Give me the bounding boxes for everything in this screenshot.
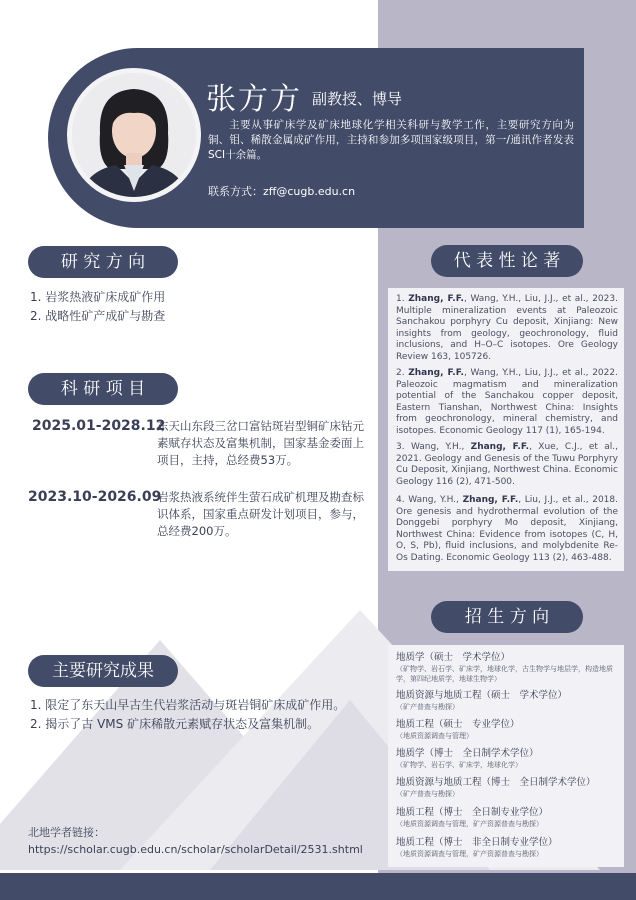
degree-item	[396, 776, 620, 799]
degree-item	[396, 836, 620, 859]
footer-band	[0, 873, 636, 900]
degree-subjects: （矿产普查与勘探）	[396, 790, 459, 798]
project-date: 2023.10-2026.09	[28, 489, 162, 505]
degree-subjects: （地质资源调查与管理，矿产资源普查与勘探）	[396, 820, 543, 828]
scholar-link-url[interactable]: https://scholar.cugb.edu.cn/scholar/scholarDetail/2531.shtml	[28, 843, 363, 856]
portrait-image	[72, 73, 196, 197]
scholar-link-block	[28, 824, 363, 858]
papers-heading: 代 表 性 论 著	[431, 245, 583, 277]
degree-title: 地质学（硕士 学术学位）	[396, 652, 511, 663]
person-titles: 副教授、博导	[312, 90, 403, 108]
degree-subjects: （地质资源调查与管理）	[396, 732, 473, 740]
project-date: 2025.01-2028.12	[32, 418, 166, 434]
degree-title: 地质资源与地质工程（博士 全日制学术学位）	[396, 777, 596, 788]
person-name: 张方方	[206, 82, 302, 117]
achievements-heading: 主要研究成果	[28, 655, 178, 687]
profile-intro: 主要从事矿床学及矿床地球化学相关科研与教学工作，主要研究方向为铜、钼、稀散金属成矿作用，主持和参加多项国家级项目，第一/通讯作者发表SCI十余篇。	[208, 119, 574, 161]
research-heading: 研 究 方 向	[28, 246, 178, 278]
scholar-link-label: 北地学者链接：	[28, 826, 105, 839]
degree-item	[396, 651, 620, 684]
project-desc: 东天山东段三岔口富钴斑岩型铜矿床钴元素赋存状态及富集机制，国家基金委面上项目，主持，总经费53万。	[157, 419, 364, 467]
degree-item	[396, 747, 620, 770]
list-item: 2. 战略性矿产成矿与勘查	[30, 309, 166, 323]
list-item: 2. 揭示了古 VMS 矿床稀散元素赋存状态及富集机制。	[30, 717, 320, 731]
degree-title: 地质工程（博士 全日制专业学位）	[396, 807, 549, 818]
degree-subjects: （地质资源调查与管理，矿产资源普查与勘探）	[396, 850, 543, 858]
project-desc: 岩浆热液系统伴生萤石成矿机理及勘查标识体系，国家重点研发计划项目，参与，总经费200万。	[157, 490, 364, 538]
degree-item	[396, 806, 620, 829]
projects-heading: 科 研 项 目	[28, 373, 178, 405]
degree-title: 地质资源与地质工程（硕士 学术学位）	[396, 690, 568, 701]
degree-title: 地质工程（硕士 专业学位）	[396, 719, 520, 730]
achievements-list	[30, 696, 345, 734]
contact-email[interactable]: 联系方式：zff@cugb.edu.cn	[208, 185, 356, 198]
degree-item	[396, 689, 620, 712]
list-item: 1. 限定了东天山早古生代岩浆活动与斑岩铜矿床成矿作用。	[30, 698, 346, 712]
degree-title: 地质工程（博士 非全日制专业学位）	[396, 837, 558, 848]
degree-subjects: （矿产普查与勘探）	[396, 703, 459, 711]
paper-item: 4. Wang, Y.H., Zhang, F.F., Liu, J.J., et al., 2018. Ore genesis and hydrothermal evolution of the Donggebi porphyry Mo deposit, Xinjiang, Northwest China: Evidence from isotopes (C, H, O, S, Pb), fluid inclusions, and molybdenite Re-Os Dating. Economic Geology 113 (2), 463-488.	[396, 495, 618, 563]
research-list	[30, 288, 165, 326]
degree-item	[396, 718, 620, 741]
paper-item: 1. Zhang, F.F., Wang, Y.H., Liu, J.J., et al., 2023. Multiple mineralization events at Paleozoic Sanchakou porphyry Cu deposit, Xinjiang: New insights from geology, geochronology, fluid inclusions, and H–O–C isotopes. Ore Geology Review 163, 105726.	[396, 294, 618, 362]
enrollment-heading: 招 生 方 向	[431, 601, 583, 633]
list-item: 1. 岩浆热液矿床成矿作用	[30, 290, 166, 304]
degree-subjects: （矿物学、岩石学、矿床学，地球化学，古生物学与地层学，构造地质学，第四纪地质学，地球生物学）	[396, 665, 613, 683]
paper-item: 3. Wang, Y.H., Zhang, F.F., Xue, C.J., et al., 2021. Geology and Genesis of the Tuwu Porphyry Cu Deposit, Xinjiang, Northwest China. Economic Geology 116 (2), 471-500.	[396, 442, 618, 487]
paper-item: 2. Zhang, F.F., Wang, Y.H., Liu, J.J., et al., 2022. Paleozoic magmatism and mineralization potential of the Sanchakou copper deposit, Eastern Tianshan, Northwest China: Insights from geochronology, mineral chemistry, and isotopes. Economic Geology 117 (1), 165-194.	[396, 368, 618, 436]
degree-title: 地质学（博士 全日制学术学位）	[396, 748, 539, 759]
degree-subjects: （矿物学、岩石学、矿床学，地球化学）	[396, 761, 522, 769]
avatar	[72, 73, 196, 197]
